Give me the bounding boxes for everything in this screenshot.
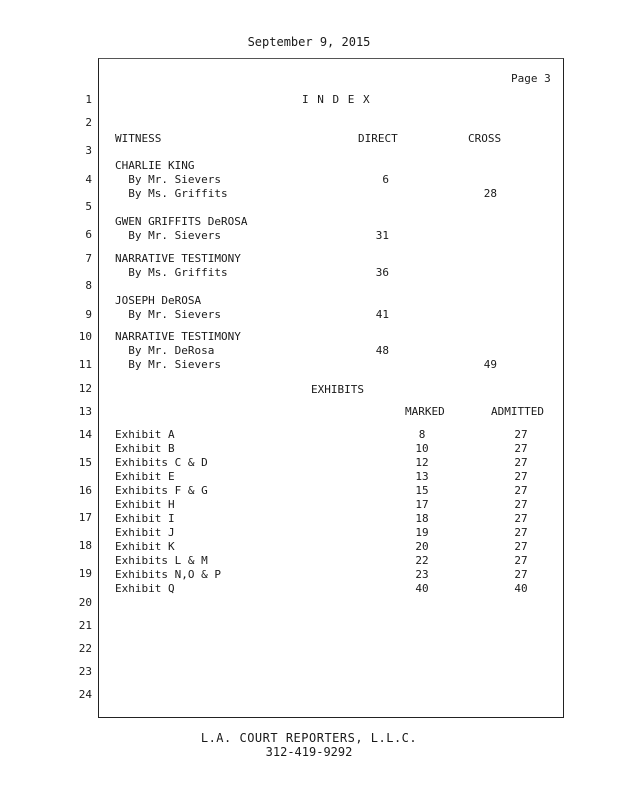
exhibit-name: Exhibit Q xyxy=(115,582,175,595)
exhibit-marked-page: 12 xyxy=(415,456,429,469)
direct-column-header: DIRECT xyxy=(358,132,398,145)
exhibit-marked-page: 40 xyxy=(415,582,429,595)
direct-page: 36 xyxy=(375,266,389,279)
exhibit-marked-page: 20 xyxy=(415,540,429,553)
marked-column-header: MARKED xyxy=(405,405,445,418)
exhibit-admitted-page: 27 xyxy=(514,526,528,539)
page-number: Page 3 xyxy=(511,72,551,85)
exhibit-admitted-page: 27 xyxy=(514,554,528,567)
witness-entry: By Mr. DeRosa xyxy=(115,344,215,357)
witness-entry: CHARLIE KING xyxy=(115,159,195,172)
line-number: 20 xyxy=(78,596,92,609)
exhibit-marked-page: 13 xyxy=(415,470,429,483)
exhibit-marked-page: 19 xyxy=(415,526,429,539)
witness-entry: NARRATIVE TESTIMONY xyxy=(115,330,241,343)
cross-column-header: CROSS xyxy=(468,132,502,145)
line-number: 6 xyxy=(85,228,92,241)
cross-page: 49 xyxy=(483,358,497,371)
line-number: 2 xyxy=(85,116,92,129)
exhibit-name: Exhibits F & G xyxy=(115,484,208,497)
line-number: 4 xyxy=(85,173,92,186)
line-number: 21 xyxy=(78,619,92,632)
exhibit-name: Exhibit E xyxy=(115,470,175,483)
direct-page: 31 xyxy=(375,229,389,242)
witness-entry: By Mr. Sievers xyxy=(115,308,221,321)
exhibit-marked-page: 15 xyxy=(415,484,429,497)
transcript-date: September 9, 2015 xyxy=(247,35,371,49)
admitted-column-header: ADMITTED xyxy=(491,405,544,418)
exhibits-title: EXHIBITS xyxy=(311,383,364,396)
line-number: 11 xyxy=(78,358,92,371)
direct-page: 48 xyxy=(375,344,389,357)
witness-column-header: WITNESS xyxy=(115,132,162,145)
witness-entry: By Ms. Griffits xyxy=(115,266,228,279)
exhibit-name: Exhibits N,O & P xyxy=(115,568,221,581)
exhibit-name: Exhibits L & M xyxy=(115,554,208,567)
line-number: 14 xyxy=(78,428,92,441)
exhibit-name: Exhibits C & D xyxy=(115,456,208,469)
line-number: 17 xyxy=(78,511,92,524)
exhibit-marked-page: 18 xyxy=(415,512,429,525)
line-number: 13 xyxy=(78,405,92,418)
witness-entry: JOSEPH DeROSA xyxy=(115,294,202,307)
exhibit-marked-page: 10 xyxy=(415,442,429,455)
exhibit-admitted-page: 27 xyxy=(514,568,528,581)
exhibit-name: Exhibit I xyxy=(115,512,175,525)
exhibit-admitted-page: 40 xyxy=(514,582,528,595)
exhibit-admitted-page: 27 xyxy=(514,470,528,483)
line-number: 19 xyxy=(78,567,92,580)
witness-entry: GWEN GRIFFITS DeROSA xyxy=(115,215,248,228)
exhibit-admitted-page: 27 xyxy=(514,428,528,441)
line-number: 1 xyxy=(85,93,92,106)
line-number: 23 xyxy=(78,665,92,678)
line-number: 22 xyxy=(78,642,92,655)
index-title: I N D E X xyxy=(302,93,371,106)
witness-entry: NARRATIVE TESTIMONY xyxy=(115,252,241,265)
line-number: 7 xyxy=(85,252,92,265)
exhibit-marked-page: 22 xyxy=(415,554,429,567)
line-number: 8 xyxy=(85,279,92,292)
line-number: 3 xyxy=(85,144,92,157)
exhibit-name: Exhibit J xyxy=(115,526,175,539)
exhibit-admitted-page: 27 xyxy=(514,442,528,455)
exhibit-name: Exhibit H xyxy=(115,498,175,511)
line-number: 12 xyxy=(78,382,92,395)
exhibit-admitted-page: 27 xyxy=(514,484,528,497)
line-number: 15 xyxy=(78,456,92,469)
witness-entry: By Mr. Sievers xyxy=(115,229,221,242)
exhibit-marked-page: 23 xyxy=(415,568,429,581)
line-number: 9 xyxy=(85,308,92,321)
exhibit-admitted-page: 27 xyxy=(514,456,528,469)
exhibit-name: Exhibit B xyxy=(115,442,175,455)
court-reporter-name: L.A. COURT REPORTERS, L.L.C. xyxy=(200,731,418,745)
exhibit-admitted-page: 27 xyxy=(514,540,528,553)
direct-page: 6 xyxy=(382,173,389,186)
exhibit-marked-page: 17 xyxy=(415,498,429,511)
line-number: 16 xyxy=(78,484,92,497)
exhibit-marked-page: 8 xyxy=(418,428,426,441)
witness-entry: By Ms. Griffits xyxy=(115,187,228,200)
exhibit-admitted-page: 27 xyxy=(514,498,528,511)
direct-page: 41 xyxy=(375,308,389,321)
witness-entry: By Mr. Sievers xyxy=(115,173,221,186)
court-reporter-phone: 312-419-9292 xyxy=(265,745,353,759)
line-number: 18 xyxy=(78,539,92,552)
line-number: 10 xyxy=(78,330,92,343)
exhibit-admitted-page: 27 xyxy=(514,512,528,525)
witness-entry: By Mr. Sievers xyxy=(115,358,221,371)
cross-page: 28 xyxy=(483,187,497,200)
line-number: 5 xyxy=(85,200,92,213)
exhibit-name: Exhibit A xyxy=(115,428,175,441)
exhibit-name: Exhibit K xyxy=(115,540,175,553)
line-number: 24 xyxy=(78,688,92,701)
